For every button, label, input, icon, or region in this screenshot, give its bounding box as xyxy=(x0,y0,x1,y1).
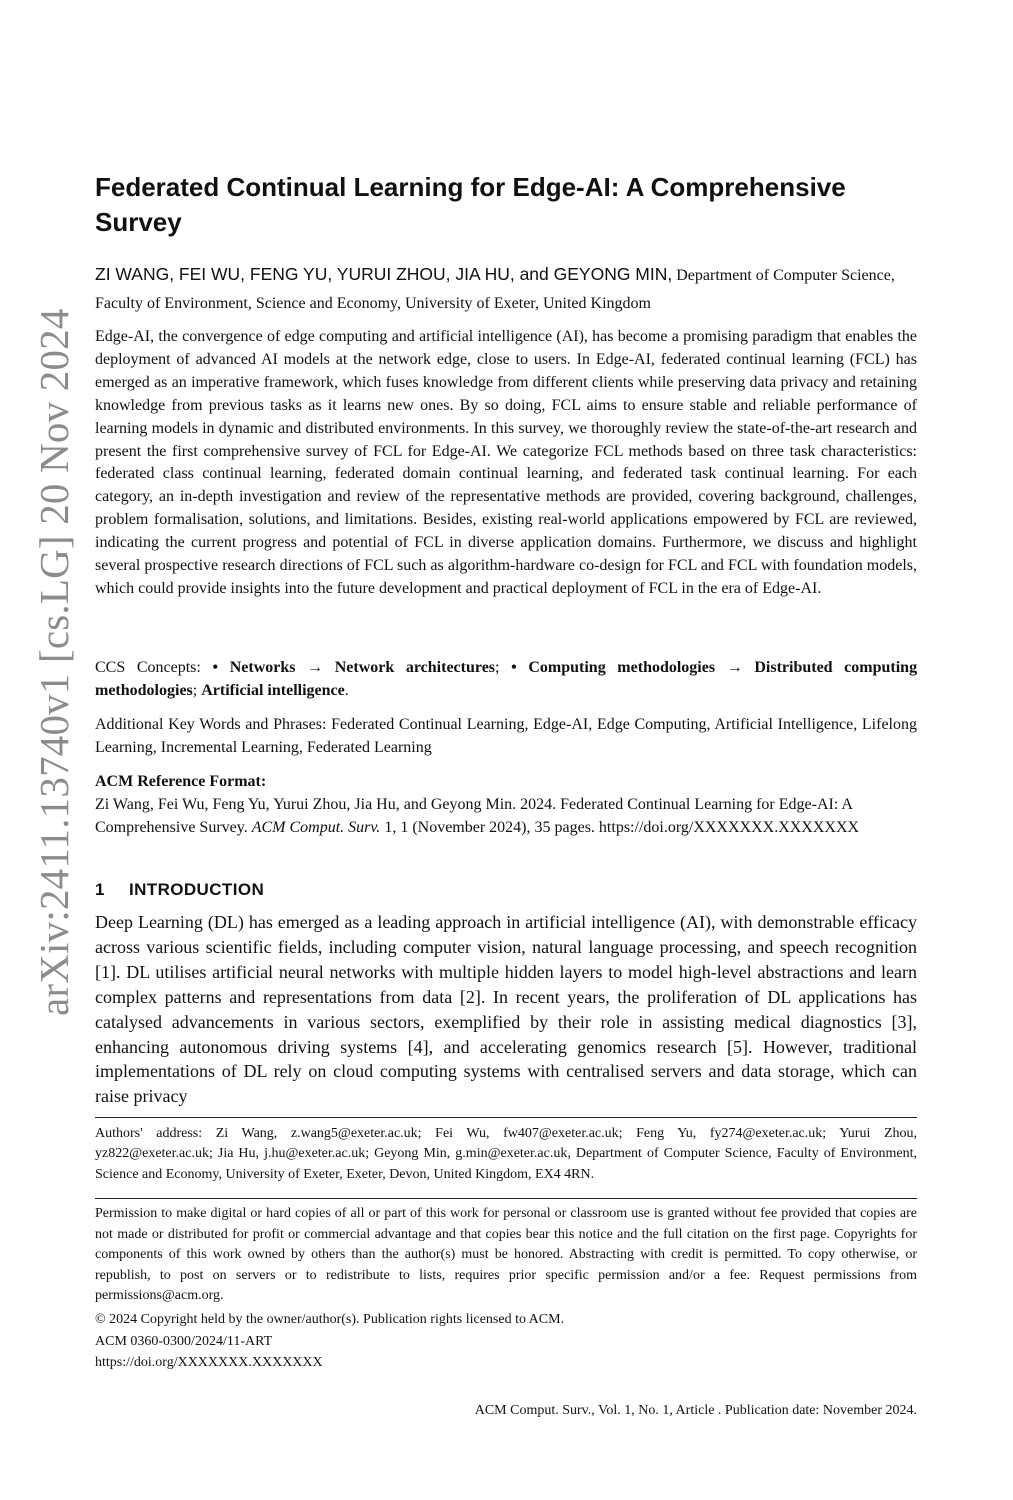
acm-reference-details: 1, 1 (November 2024), 35 pages. https://doi.org/XXXXXXX.XXXXXXX xyxy=(380,819,860,836)
author-names: ZI WANG, FEI WU, FENG YU, YURUI ZHOU, JIA HU, and GEYONG MIN, xyxy=(95,264,673,284)
ccs-concept-networks: Networks xyxy=(229,659,296,676)
permission-divider xyxy=(95,1198,917,1199)
ccs-separator: ; xyxy=(495,659,500,676)
ccs-separator: ; xyxy=(192,682,198,699)
ccs-end: . xyxy=(344,682,349,699)
ccs-concept-artificial-intelligence: Artificial intelligence xyxy=(201,682,345,699)
permission-notice: Permission to make digital or hard copies of all or part of this work for personal or classroom use is granted without fee provided that copies are not made or distributed for profit or commercial advantage and that copies bear this notice and the full citation on the first page. Copyrights for components of this work owned by others than the author(s) must be honored. Abstracting with credit is permitted. To copy otherwise, or republish, to post on servers or to redistribute to lists, requires prior specific permission and/or a fee. Request permissions from permissions@acm.org. xyxy=(95,1206,917,1304)
abstract: Edge-AI, the convergence of edge computing and artificial intelligence (AI), has become a promising paradigm that enables the deployment of advanced AI models at the network edge, close to users. In Edge-AI, federated continual learning (FCL) has emerged as an imperative framework, which fuses knowledge from different clients while preserving data privacy and retaining knowledge from previous tasks as it learns new ones. By so doing, FCL aims to ensure stable and reliable performance of learning models in dynamic and distributed environments. In this survey, we thoroughly review the state-of-the-art research and present the first comprehensive survey of FCL for Edge-AI. We categorize FCL methods based on three task characteristics: federated class continual learning, federated domain continual learning, and federated task continual learning. For each category, an in-depth investigation and review of the representative methods are provided, covering background, challenges, problem formalisation, solutions, and limitations. Besides, existing real-world applications empowered by FCL are reviewed, indicating the current progress and potential of FCL in diverse application domains. Furthermore, we discuss and highlight several prospective research directions of FCL such as algorithm-hardware co-design for FCL and FCL with foundation models, which could provide insights into the future development and practical deployment of FCL in the era of Edge-AI. xyxy=(95,328,917,597)
ccs-concept-network-architectures: Network architectures xyxy=(334,659,496,676)
copyright-block xyxy=(95,1309,917,1374)
acm-reference-format xyxy=(95,770,917,839)
paper-title: Federated Continual Learning for Edge-AI: A Comprehensive Survey xyxy=(95,172,846,237)
acm-reference-journal: ACM Comput. Surv. xyxy=(251,819,381,836)
section-number: 1 xyxy=(95,880,105,899)
introduction-paragraph: Deep Learning (DL) has emerged as a leading approach in artificial intelligence (AI), with demonstrable efficacy across various scientific fields, including computer vision, natural language processing, and speech recognition [1]. DL utilises artificial neural networks with multiple hidden layers to model high-level abstractions and learn complex patterns and representations from data [2]. In recent years, the proliferation of DL applications has catalysed advancements in various sectors, exemplified by their role in assisting medical diagnostics [3], enhancing autonomous driving systems [4], and accelerating genomics research [5]. However, traditional implementations of DL rely on cloud computing systems with centralised servers and data storage, which can raise privacy xyxy=(95,912,917,1107)
ccs-arrow: → xyxy=(726,659,743,676)
ccs-arrow: → xyxy=(307,659,324,676)
acm-issn-line: ACM 0360-0300/2024/11-ART xyxy=(95,1333,273,1349)
footnote-divider xyxy=(95,1117,917,1118)
arxiv-identifier-stamp: arXiv:2411.13740v1 [cs.LG] 20 Nov 2024 xyxy=(31,308,77,1016)
keywords: Additional Key Words and Phrases: Federated Continual Learning, Edge-AI, Edge Computing, Artificial Intelligence, Lifelong Learning, Incremental Learning, Federated Learning xyxy=(95,716,917,756)
author-affiliation: Department of Computer Science, Faculty of Environment, Science and Economy, University of Exeter, United Kingdom xyxy=(95,267,895,312)
acm-reference-label: ACM Reference Format: xyxy=(95,773,267,790)
authors-address-footnote: Authors' address: Zi Wang, z.wang5@exeter.ac.uk; Fei Wu, fw407@exeter.ac.uk; Feng Yu, fy274@exeter.ac.uk; Yurui Zhou, yz822@exeter.ac.uk; Jia Hu, j.hu@exeter.ac.uk; Geyong Min, g.min@exeter.ac.uk, Department of Computer Science, Faculty of Environment, Science and Economy, University of Exeter, Exeter, Devon, United Kingdom, EX4 4RN. xyxy=(95,1126,917,1182)
ccs-concept-distributed-computing: Distributed computing methodologies xyxy=(95,659,918,699)
ccs-prefix: CCS Concepts: xyxy=(95,659,213,676)
ccs-concept-computing-methodologies: Computing methodologies xyxy=(528,659,716,676)
author-block xyxy=(95,260,917,318)
ccs-bullet: • xyxy=(212,659,219,676)
section-title: INTRODUCTION xyxy=(129,880,265,899)
copyright-line: © 2024 Copyright held by the owner/author(s). Publication rights licensed to ACM. xyxy=(95,1312,565,1327)
ccs-concepts xyxy=(95,656,917,702)
running-footer: ACM Comput. Surv., Vol. 1, No. 1, Article . Publication date: November 2024. xyxy=(474,1403,917,1418)
section-heading xyxy=(95,880,917,900)
acm-reference-text: Zi Wang, Fei Wu, Feng Yu, Yurui Zhou, Jia Hu, and Geyong Min. 2024. Federated Continual Learning for Edge-AI: A Comprehensive Survey. xyxy=(95,796,853,836)
ccs-bullet: • xyxy=(511,659,517,676)
doi-link[interactable]: https://doi.org/XXXXXXX.XXXXXXX xyxy=(95,1355,323,1370)
